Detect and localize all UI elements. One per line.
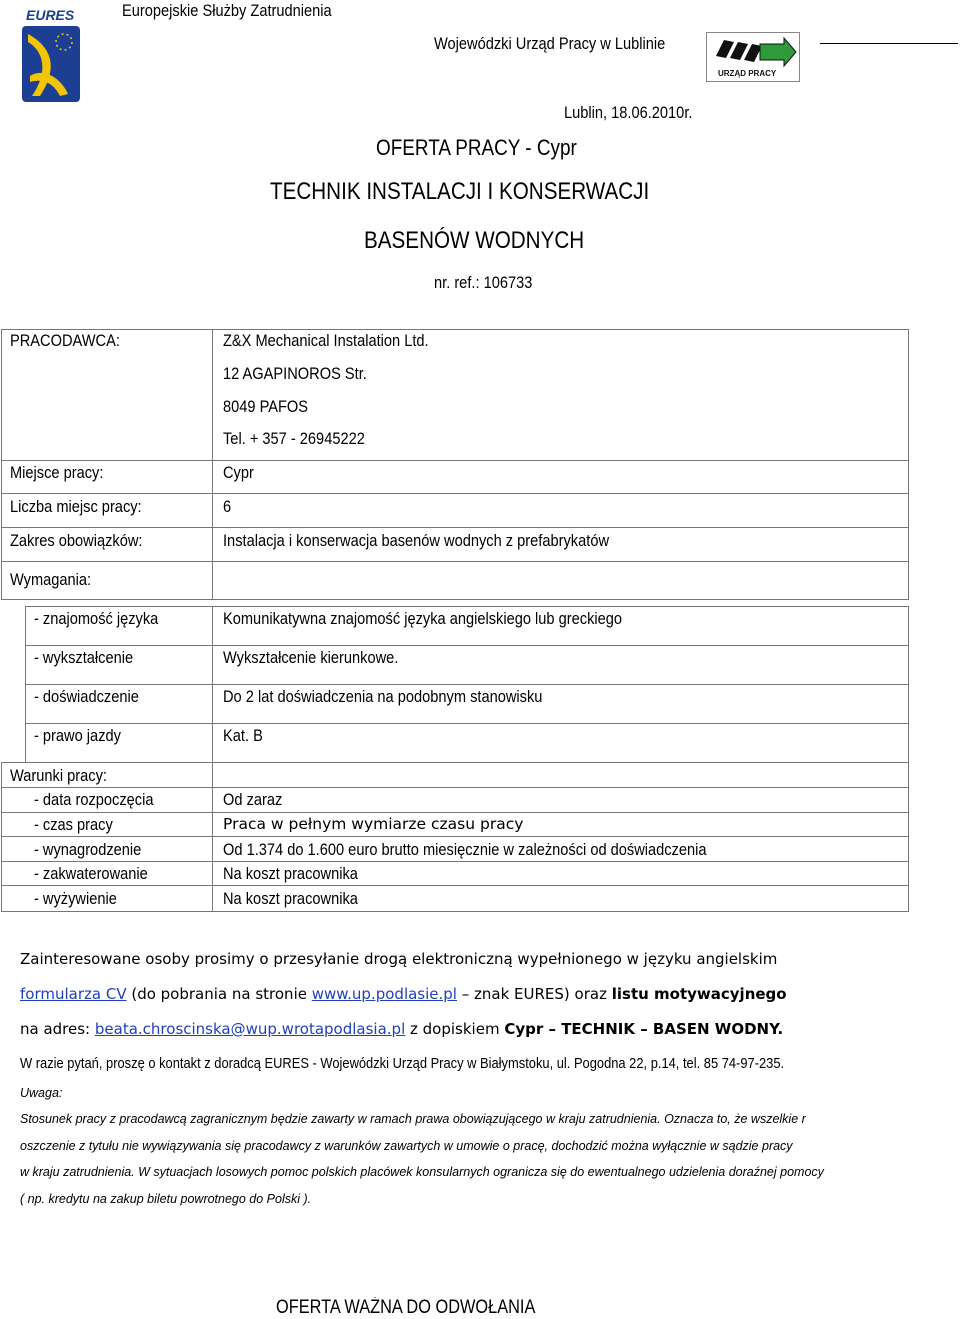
- cv-form-link[interactable]: formularza CV: [20, 985, 127, 1003]
- contact-info: W razie pytań, proszę o kontakt z doradcą EURES - Wojewódzki Urząd Pracy w Białymstoku, ul. Pogodna 22, p.14, tel. 85 74-97-235.: [20, 1055, 785, 1072]
- note-line3: w kraju zatrudnienia. W sytuacjach losowych pomoc polskich placówek konsularnych ogranicza się do ewentualnego udzielenia doraźnej pomocy: [20, 1165, 824, 1179]
- header-rule: [820, 43, 958, 44]
- conditions-header-table: [1, 762, 909, 788]
- note-line4: ( np. kredytu na zakup biletu powrotnego do Polski ).: [20, 1192, 312, 1206]
- cond-salary-label: - wynagrodzenie: [34, 840, 142, 859]
- application-line1: Zainteresowane osoby prosimy o przesyłanie drogą elektroniczną wypełnionego w języku angielskim: [20, 950, 778, 968]
- place-label: Miejsce pracy:: [10, 463, 104, 482]
- cond-salary-value: Od 1.374 do 1.600 euro brutto miesięcznie w zależności od doświadczenia: [223, 840, 707, 859]
- count-label: Liczba miejsc pracy:: [10, 497, 142, 516]
- job-title-line2: BASENÓW WODNYCH: [364, 227, 585, 254]
- note-label: Uwaga:: [20, 1086, 63, 1100]
- application-line3-mid: z dopiskiem: [405, 1020, 505, 1038]
- reference-number: nr. ref.: 106733: [434, 273, 533, 292]
- validity-footer: OFERTA WAŻNA DO ODWOŁANIA: [276, 1297, 536, 1318]
- cover-letter-text: listu motywacyjnego: [611, 985, 787, 1003]
- cond-hours-value: Praca w pełnym wymiarze czasu pracy: [223, 815, 524, 833]
- application-line2-mid: (do pobrania na stronie: [126, 985, 312, 1003]
- offer-table: [1, 329, 909, 600]
- conditions-label: Warunki pracy:: [10, 766, 107, 785]
- cond-start-value: Od zaraz: [223, 790, 283, 809]
- subject-note: Cypr – TECHNIK – BASEN WODNY.: [504, 1020, 784, 1038]
- eures-logo-text: EURES: [26, 7, 75, 23]
- duties-label: Zakres obowiązków:: [10, 531, 143, 550]
- application-line3-pre: na adres:: [20, 1020, 95, 1038]
- req-experience-label: - doświadczenie: [34, 687, 139, 706]
- cond-hours-label: - czas pracy: [34, 815, 113, 834]
- req-language-label: - znajomość języka: [34, 609, 159, 628]
- employer-name: Z&X Mechanical Instalation Ltd.: [223, 331, 429, 350]
- document-date: Lublin, 18.06.2010r.: [564, 103, 693, 122]
- employer-street: 12 AGAPINOROS Str.: [223, 364, 367, 383]
- cond-food-value: Na koszt pracownika: [223, 889, 358, 908]
- cond-housing-label: - zakwaterowanie: [34, 864, 148, 883]
- employer-label: PRACODAWCA:: [10, 331, 120, 350]
- req-education-label: - wykształcenie: [34, 648, 134, 667]
- job-title-line1: TECHNIK INSTALACJI I KONSERWACJI: [270, 178, 650, 205]
- req-license-value: Kat. B: [223, 726, 263, 745]
- requirements-table: [25, 606, 909, 763]
- req-license-label: - prawo jazdy: [34, 726, 121, 745]
- application-line3: [20, 1020, 783, 1038]
- website-link[interactable]: www.up.podlasie.pl: [311, 985, 457, 1003]
- req-experience-value: Do 2 lat doświadczenia na podobnym stanowisku: [223, 687, 543, 706]
- cond-start-label: - data rozpoczęcia: [34, 790, 154, 809]
- urzad-pracy-logo-text: URZĄD PRACY: [718, 69, 777, 78]
- cond-housing-value: Na koszt pracownika: [223, 864, 358, 883]
- place-value: Cypr: [223, 463, 254, 482]
- org-name: Europejskie Służby Zatrudnienia: [122, 1, 332, 20]
- urzad-pracy-logo: [706, 32, 800, 82]
- email-link[interactable]: beata.chroscinska@wup.wrotapodlasia.pl: [94, 1020, 406, 1038]
- application-line2-after: – znak EURES) oraz: [456, 985, 612, 1003]
- employer-phone: Tel. + 357 - 26945222: [223, 429, 365, 448]
- cond-food-label: - wyżywienie: [34, 889, 117, 908]
- req-education-value: Wykształcenie kierunkowe.: [223, 648, 399, 667]
- requirements-label: Wymagania:: [10, 570, 92, 589]
- application-line2: [20, 985, 787, 1003]
- org-office: Wojewódzki Urząd Pracy w Lublinie: [434, 34, 666, 53]
- note-line1: Stosunek pracy z pracodawcą zagranicznym będzie zawarty w ramach prawa obowiązującego w kraju zatrudnienia. Oznacza to, że wszelkie r: [20, 1112, 806, 1126]
- note-line2: oszczenie z tytułu nie wywiązywania się pracodawcy z warunków zawartych w umowie o pracę, dochodzić można wyłącznie w sądzie pracy: [20, 1139, 793, 1153]
- req-language-value: Komunikatywna znajomość języka angielskiego lub greckiego: [223, 609, 623, 628]
- employer-city: 8049 PAFOS: [223, 397, 309, 416]
- offer-title: OFERTA PRACY - Cypr: [376, 135, 577, 160]
- count-value: 6: [223, 497, 232, 516]
- duties-value: Instalacja i konserwacja basenów wodnych z prefabrykatów: [223, 531, 610, 550]
- eures-logo: [20, 6, 82, 104]
